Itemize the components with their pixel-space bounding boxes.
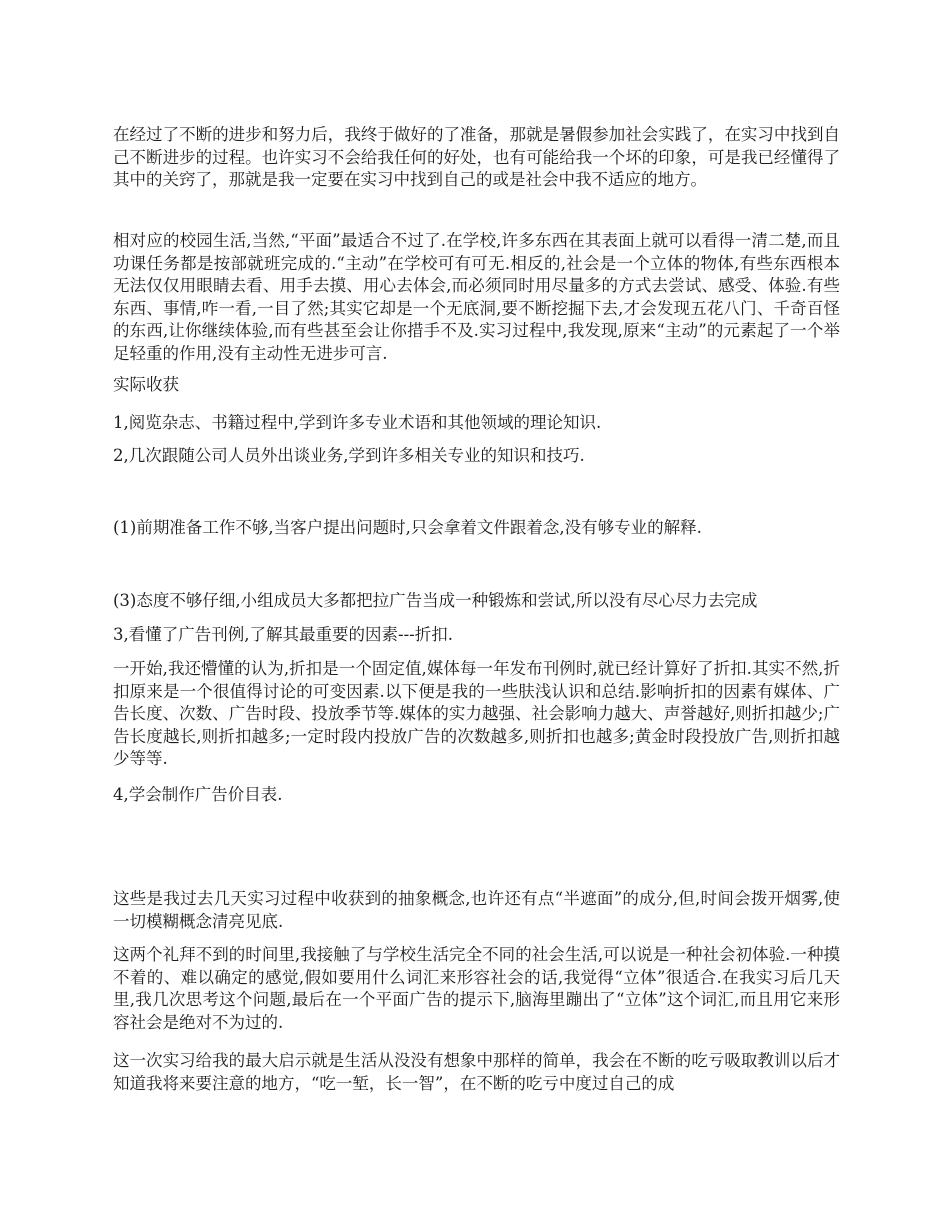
list-item-4: 4,学会制作广告价目表. xyxy=(113,785,283,804)
paragraph-society: 这两个礼拜不到的时间里,我接触了与学校生活完全不同的社会生活,可以说是一种社会初体验.一种摸不着的、难以确定的感觉,假如要用什么词汇来形容社会的话,我觉得“立体”很适合.在我实习后几天里,我几次思考这个问题,最后在一个平面广告的提示下,脑海里蹦出了“立体”这个词汇,而且用它来形容社会是绝对不为过的. xyxy=(113,945,840,1032)
list-item-1: 1,阅览杂志、书籍过程中,学到许多专业术语和其他领域的理论知识. xyxy=(113,413,602,432)
list-item-2: 2,几次跟随公司人员外出谈业务,学到许多相关专业的知识和技巧. xyxy=(113,446,585,465)
paragraph-abstract-concepts: 这些是我过去几天实习过程中收获到的抽象概念,也许还有点“半遮面”的成分,但,时间会拨开烟雾,使一切模糊概念清亮见底. xyxy=(113,889,840,931)
paragraph-intro: 在经过了不断的进步和努力后，我终于做好的了准备，那就是暑假参加社会实践了，在实习中找到自己不断进步的过程。也许实习不会给我任何的好处，也有可能给我一个坏的印象，可是我已经懂得了其中的关窍了，那就是我一定要在实习中找到自己的或是社会中我不适应的地方。 xyxy=(113,125,840,189)
paragraph-discount: 一开始,我还懵懂的认为,折扣是一个固定值,媒体每一年发布刊例时,就已经计算好了折扣.其实不然,折扣原来是一个很值得讨论的可变因素.以下便是我的一些肤浅认识和总结.影响折扣的因素有媒体、广告长度、次数、广告时段、投放季节等.媒体的实力越强、社会影响力越大、声誉越好,则折扣越少;广告长度越长,则折扣越多;一定时段内投放广告的次数越多,则折扣也越多;黄金时段投放广告,则折扣越少等等. xyxy=(113,659,840,768)
list-item-3: 3,看懂了广告刊例,了解其最重要的因素---折扣. xyxy=(113,625,453,644)
section-heading-gains: 实际收获 xyxy=(113,375,179,394)
paragraph-inspiration: 这一次实习给我的最大启示就是生活从没没有想象中那样的简单，我会在不断的吃亏吸取教训以后才知道我将来要注意的地方，“吃一堑，长一智”，在不断的吃亏中度过自己的成 xyxy=(113,1051,840,1093)
paragraph-campus-life: 相对应的校园生活,当然,“平面”最适合不过了.在学校,许多东西在其表面上就可以看得一清二楚,而且功课任务都是按部就班完成的.“主动”在学校可有可无.相反的,社会是一个立体的物体,有些东西根本无法仅仅用眼睛去看、用手去摸、用心去体会,而必须同时用尽量多的方式去尝试、感受、体验.有些东西、事情,咋一看,一目了然;其实它却是一个无底洞,要不断挖掘下去,才会发现五花八门、千奇百怪的东西,让你继续体验,而有些甚至会让你措手不及.实习过程中,我发现,原来“主动”的元素起了一个举足轻重的作用,没有主动性无进步可言. xyxy=(113,231,840,363)
sub-item-3: (3)态度不够仔细,小组成员大多都把拉广告当成一种锻炼和尝试,所以没有尽心尽力去完成 xyxy=(113,591,758,610)
sub-item-1: (1)前期准备工作不够,当客户提出问题时,只会拿着文件跟着念,没有够专业的解释. xyxy=(113,518,702,537)
